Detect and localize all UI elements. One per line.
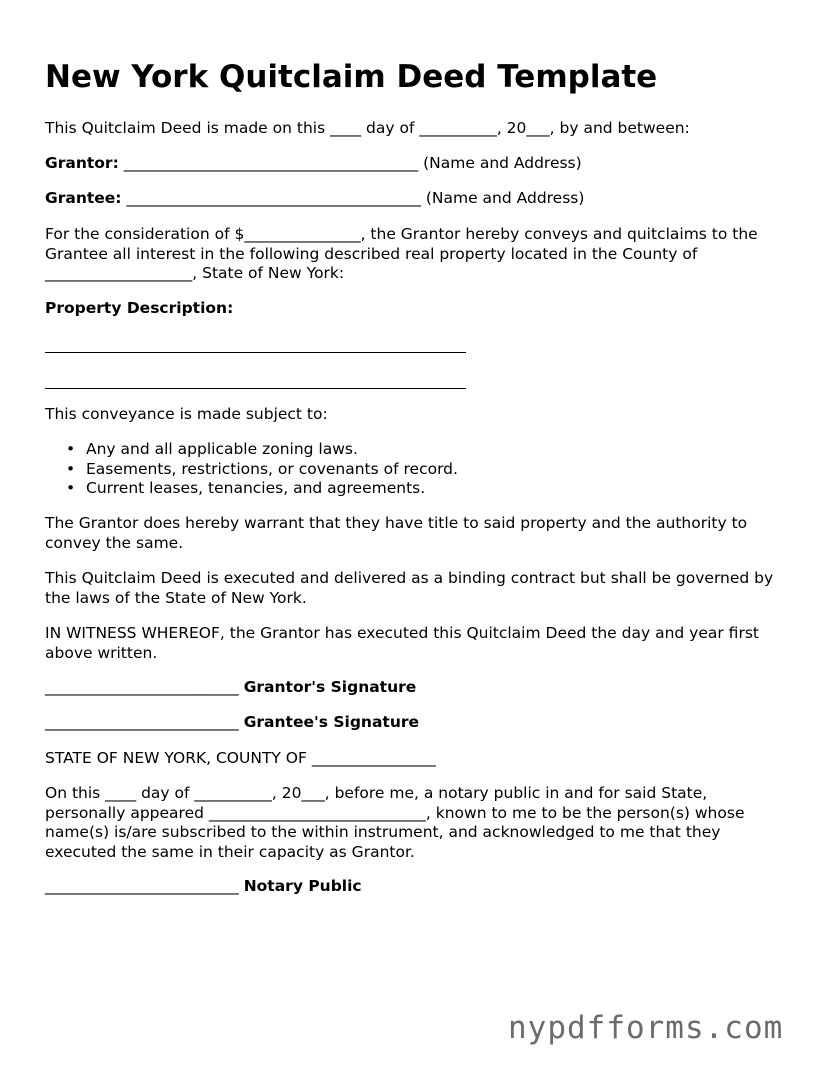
warranty-paragraph: The Grantor does hereby warrant that they have title to said property and the authority to convey the same. bbox=[45, 514, 748, 552]
grantor-field: ______________________________________ (Name and Address) bbox=[118, 154, 582, 172]
grantor-signature-label: Grantor's Signature bbox=[243, 678, 417, 696]
bullet-icon: • bbox=[66, 479, 76, 498]
list-item bbox=[45, 440, 458, 460]
subject-to-intro: This conveyance is made subject to: bbox=[45, 405, 328, 423]
state-county-line: STATE OF NEW YORK, COUNTY OF ________________ bbox=[45, 749, 436, 767]
grantee-signature-line bbox=[45, 713, 419, 733]
grantee-line bbox=[45, 189, 584, 209]
notary-signature-label: Notary Public bbox=[243, 877, 362, 895]
grantor-line bbox=[45, 154, 582, 174]
list-item bbox=[45, 460, 458, 480]
notary-signature-line bbox=[45, 877, 362, 897]
property-description-label: Property Description: bbox=[45, 299, 234, 317]
governing-law-paragraph: This Quitclaim Deed is executed and delivered as a binding contract but shall be governed by the laws of the State of New York. bbox=[45, 569, 774, 607]
condition-text: Easements, restrictions, or covenants of record. bbox=[86, 459, 458, 478]
condition-text: Current leases, tenancies, and agreements. bbox=[86, 479, 426, 498]
list-item bbox=[45, 479, 458, 499]
bullet-icon: • bbox=[66, 459, 76, 478]
grantor-signature-blank: _________________________ bbox=[45, 678, 239, 696]
witness-paragraph: IN WITNESS WHEREOF, the Grantor has executed this Quitclaim Deed the day and year first above written. bbox=[45, 624, 759, 662]
bullet-icon: • bbox=[66, 440, 76, 458]
watermark: nypdfforms.com bbox=[508, 1010, 784, 1046]
notary-signature-blank: _________________________ bbox=[45, 877, 239, 895]
condition-text: Any and all applicable zoning laws. bbox=[86, 440, 358, 458]
grantor-label: Grantor: bbox=[45, 154, 119, 172]
grantee-signature-blank: _________________________ bbox=[45, 713, 239, 731]
consideration-paragraph: For the consideration of $_______________, the Grantor hereby conveys and quitclaims to the Grantee all interest in the following described real property located in the County of ___________________, State of New York: bbox=[45, 225, 758, 283]
document-title: New York Quitclaim Deed Template bbox=[45, 59, 658, 95]
grantee-label: Grantee: bbox=[45, 189, 122, 207]
property-description-blank-line-2 bbox=[45, 388, 466, 389]
grantor-signature-line bbox=[45, 678, 416, 698]
property-description-blank-line-1 bbox=[45, 352, 466, 353]
property-description-heading bbox=[45, 299, 233, 319]
grantee-field: ______________________________________ (Name and Address) bbox=[121, 189, 585, 207]
conditions-list bbox=[45, 440, 458, 499]
intro-line: This Quitclaim Deed is made on this ____ day of __________, 20___, by and between: bbox=[45, 119, 690, 137]
notary-statement-paragraph: On this ____ day of __________, 20___, before me, a notary public in and for said State, personally appeared ____________________________, known to me to be the person(s) whose name(s) is/are subscribed to the within instrument, and acknowledged to me that they executed the same in their capacity as Grantor. bbox=[45, 784, 745, 861]
grantee-signature-label: Grantee's Signature bbox=[243, 713, 420, 731]
